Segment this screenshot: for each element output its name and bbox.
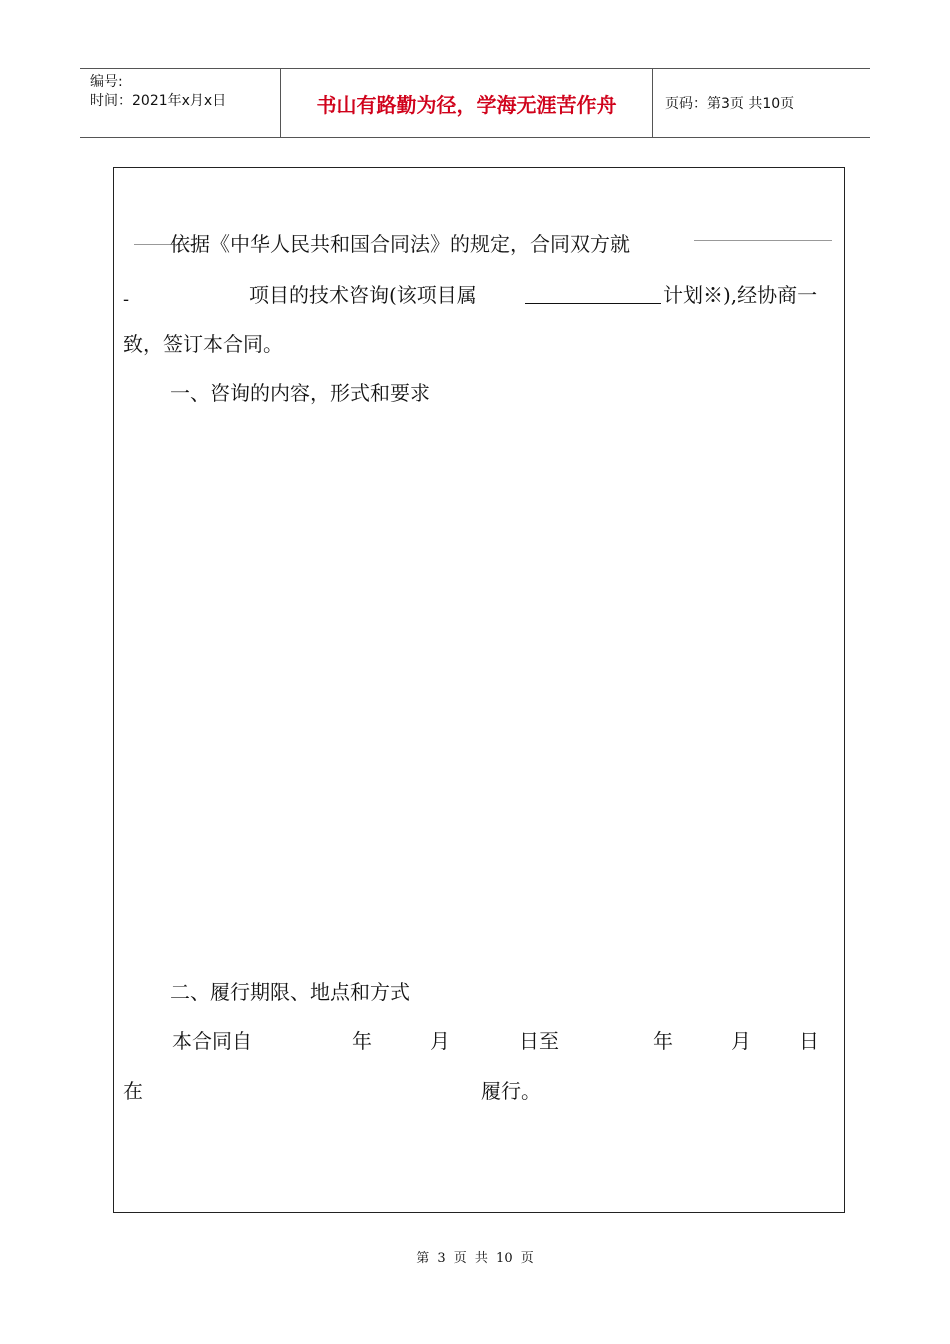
document-time-label: 时间：2021年x月x日 xyxy=(90,93,227,109)
page-header xyxy=(80,68,870,138)
term-month-1: 月 xyxy=(430,1029,450,1053)
term-start-label: 本合同自 xyxy=(172,1029,252,1053)
paragraph-1-line-2-a: 项目的技术咨询(该项目属 xyxy=(249,283,477,307)
perform-label: 履行。 xyxy=(481,1079,541,1103)
term-day-to: 日至 xyxy=(519,1029,559,1053)
paragraph-1-dash: - xyxy=(123,289,130,310)
page-footer: 第 3 页 共 10 页 xyxy=(416,1251,534,1266)
contract-frame xyxy=(113,167,845,1213)
header-motto: 书山有路勤为径，学海无涯苦作舟 xyxy=(281,69,653,137)
header-meta xyxy=(80,69,281,137)
section-1-heading: 一、咨询的内容，形式和要求 xyxy=(170,381,430,405)
paragraph-1-line-2-b: 计划※),经协商一 xyxy=(663,283,818,307)
section-2-heading: 二、履行期限、地点和方式 xyxy=(170,980,410,1004)
term-day-2: 日 xyxy=(799,1029,819,1053)
place-at-label: 在 xyxy=(123,1079,143,1103)
term-year-2: 年 xyxy=(653,1029,673,1053)
paragraph-1-line-1: 依据《中华人民共和国合同法》的规定，合同双方就 xyxy=(170,232,630,256)
term-month-2: 月 xyxy=(731,1029,751,1053)
plan-name-blank xyxy=(525,303,661,304)
header-page-info: 页码：第3页 共10页 xyxy=(665,96,795,112)
term-year-1: 年 xyxy=(352,1029,372,1053)
document-number-label: 编号: xyxy=(90,74,123,90)
party-b-blank-line xyxy=(694,240,832,241)
paragraph-1-line-3: 致，签订本合同。 xyxy=(123,332,283,356)
